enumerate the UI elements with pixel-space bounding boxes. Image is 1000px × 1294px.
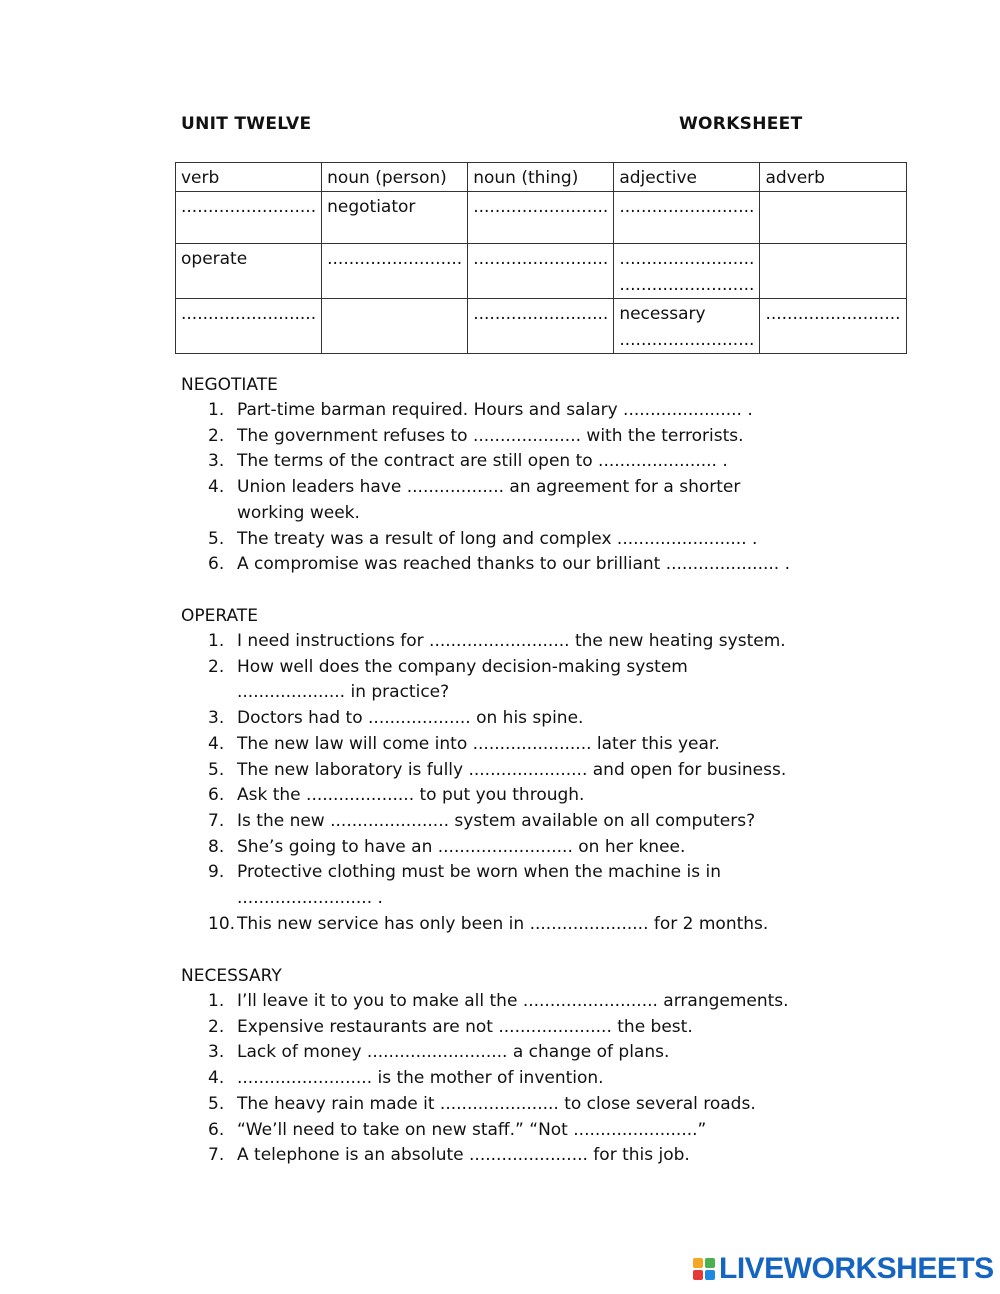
item-number: 7. (208, 1145, 225, 1166)
answer-blank[interactable]: ......................... (176, 299, 322, 354)
item-text: Part-time barman required. Hours and salary ...................... . (237, 400, 753, 420)
item-number: 5. (208, 528, 225, 549)
list-item (181, 527, 797, 553)
list-item (181, 732, 797, 758)
item-text: The terms of the contract are still open to ...................... . (237, 451, 728, 472)
answer-blank[interactable]: ......................... (322, 244, 468, 299)
list-item (181, 809, 797, 835)
list-item (181, 758, 797, 784)
item-number: 8. (208, 836, 225, 857)
item-text: Expensive restaurants are not ..................... the best. (237, 1016, 693, 1037)
item-number: 4. (208, 733, 225, 754)
item-text: “We’ll need to take on new staff.” “Not .......................” (237, 1119, 707, 1140)
list-item (181, 860, 797, 911)
answer-blank[interactable]: ......................... (619, 275, 755, 295)
column-header: adverb (760, 163, 906, 192)
section-title: NEGOTIATE (181, 375, 278, 395)
item-text: The new laboratory is fully ...................... and open for business. (237, 759, 787, 780)
item-number: 4. (208, 477, 225, 498)
item-text: I need instructions for .......................... the new heating system. (237, 631, 786, 651)
answer-blank[interactable]: ......................... (468, 299, 614, 354)
exercise-list (181, 398, 797, 578)
list-item (181, 655, 797, 706)
section-title: OPERATE (181, 606, 258, 626)
item-number: 2. (208, 425, 225, 446)
item-number: 9. (208, 862, 225, 883)
list-item (181, 1040, 797, 1066)
answer-blank[interactable]: ......................... (619, 249, 755, 269)
liveworksheets-logo[interactable] (693, 1254, 994, 1284)
section-operate (181, 603, 797, 937)
list-item (181, 912, 797, 938)
answer-blank[interactable]: ......................... (614, 192, 760, 244)
list-item (181, 424, 797, 450)
list-item (181, 783, 797, 809)
item-text: Doctors had to ................... on his spine. (237, 708, 584, 729)
answer-blank[interactable]: ......................... (760, 299, 906, 354)
table-cell (760, 192, 906, 244)
logo-square (693, 1258, 703, 1268)
adjective-cell (614, 299, 760, 354)
list-item (181, 1092, 797, 1118)
answer-blank[interactable]: ......................... (619, 330, 755, 350)
answer-blank[interactable]: ......................... (468, 192, 614, 244)
item-text: Is the new ...................... system available on all computers? (237, 810, 756, 831)
exercise-list (181, 629, 797, 937)
item-number: 5. (208, 759, 225, 780)
item-number: 4. (208, 1068, 225, 1089)
logo-text: LIVEWORKSHEETS (719, 1252, 994, 1285)
item-text: The treaty was a result of long and complex ........................ . (237, 528, 758, 549)
column-header: verb (176, 163, 322, 192)
item-number: 2. (208, 656, 225, 677)
exercise-list (181, 989, 797, 1169)
section-negotiate (181, 372, 797, 578)
item-text: The government refuses to .................... with the terrorists. (237, 425, 744, 446)
column-header: noun (person) (322, 163, 468, 192)
item-text: The new law will come into ...................... later this year. (237, 733, 720, 754)
table-row (176, 244, 907, 299)
answer-blank[interactable]: ......................... (468, 244, 614, 299)
table-cell (322, 299, 468, 354)
list-item (181, 449, 797, 475)
table-header-row (176, 163, 907, 192)
table-row (176, 192, 907, 244)
item-number: 5. (208, 1093, 225, 1114)
item-number: 2. (208, 1016, 225, 1037)
section-title: NECESSARY (181, 966, 282, 986)
logo-square (705, 1270, 715, 1280)
item-number: 6. (208, 554, 225, 575)
item-number: 6. (208, 1119, 225, 1140)
table-cell: negotiator (322, 192, 468, 244)
item-text: Union leaders have .................. an agreement for a shorter working week. (237, 477, 741, 523)
list-item (181, 1015, 797, 1041)
item-text: How well does the company decision-making system .................... in practice? (237, 656, 688, 703)
table-cell: operate (176, 244, 322, 299)
worksheet-unit-title: UNIT TWELVE (181, 114, 312, 134)
worksheet-label: WORKSHEET (679, 114, 803, 134)
item-text: I’ll leave it to you to make all the ......................... arrangements. (237, 991, 789, 1011)
list-item (181, 989, 797, 1015)
item-number: 1. (208, 991, 225, 1011)
item-text: This new service has only been in ...................... for 2 months. (237, 913, 769, 934)
item-number: 7. (208, 810, 225, 831)
item-number: 3. (208, 708, 225, 729)
table-cell (760, 244, 906, 299)
item-text: The heavy rain made it ...................... to close several roads. (237, 1093, 756, 1114)
list-item (181, 1066, 797, 1092)
list-item (181, 706, 797, 732)
section-necessary (181, 963, 797, 1169)
item-text: Lack of money .......................... a change of plans. (237, 1042, 670, 1063)
word-forms-table (175, 162, 907, 354)
list-item (181, 475, 797, 526)
item-number: 3. (208, 451, 225, 472)
adjective-cell (614, 244, 760, 299)
logo-square (705, 1258, 715, 1268)
item-text: A compromise was reached thanks to our brilliant ..................... . (237, 554, 790, 575)
list-item (181, 1118, 797, 1144)
answer-blank[interactable]: ......................... (176, 192, 322, 244)
list-item (181, 552, 797, 578)
list-item (181, 398, 797, 424)
item-text: She’s going to have an ......................... on her knee. (237, 836, 686, 857)
item-text: ......................... is the mother of invention. (237, 1068, 604, 1089)
logo-mark-icon (693, 1258, 715, 1280)
logo-square (693, 1270, 703, 1280)
item-number: 1. (208, 400, 225, 420)
item-text: A telephone is an absolute ...................... for this job. (237, 1145, 690, 1166)
column-header: adjective (614, 163, 760, 192)
item-number: 10. (208, 913, 236, 934)
item-text: Ask the .................... to put you through. (237, 785, 585, 806)
list-item (181, 1143, 797, 1169)
column-header: noun (thing) (468, 163, 614, 192)
table-row (176, 299, 907, 354)
item-number: 6. (208, 785, 225, 806)
list-item (181, 629, 797, 655)
item-number: 3. (208, 1042, 225, 1063)
list-item (181, 835, 797, 861)
table-cell-text: necessary (619, 304, 706, 324)
item-text: Protective clothing must be worn when the machine is in ......................... . (237, 862, 722, 909)
item-number: 1. (208, 631, 225, 651)
